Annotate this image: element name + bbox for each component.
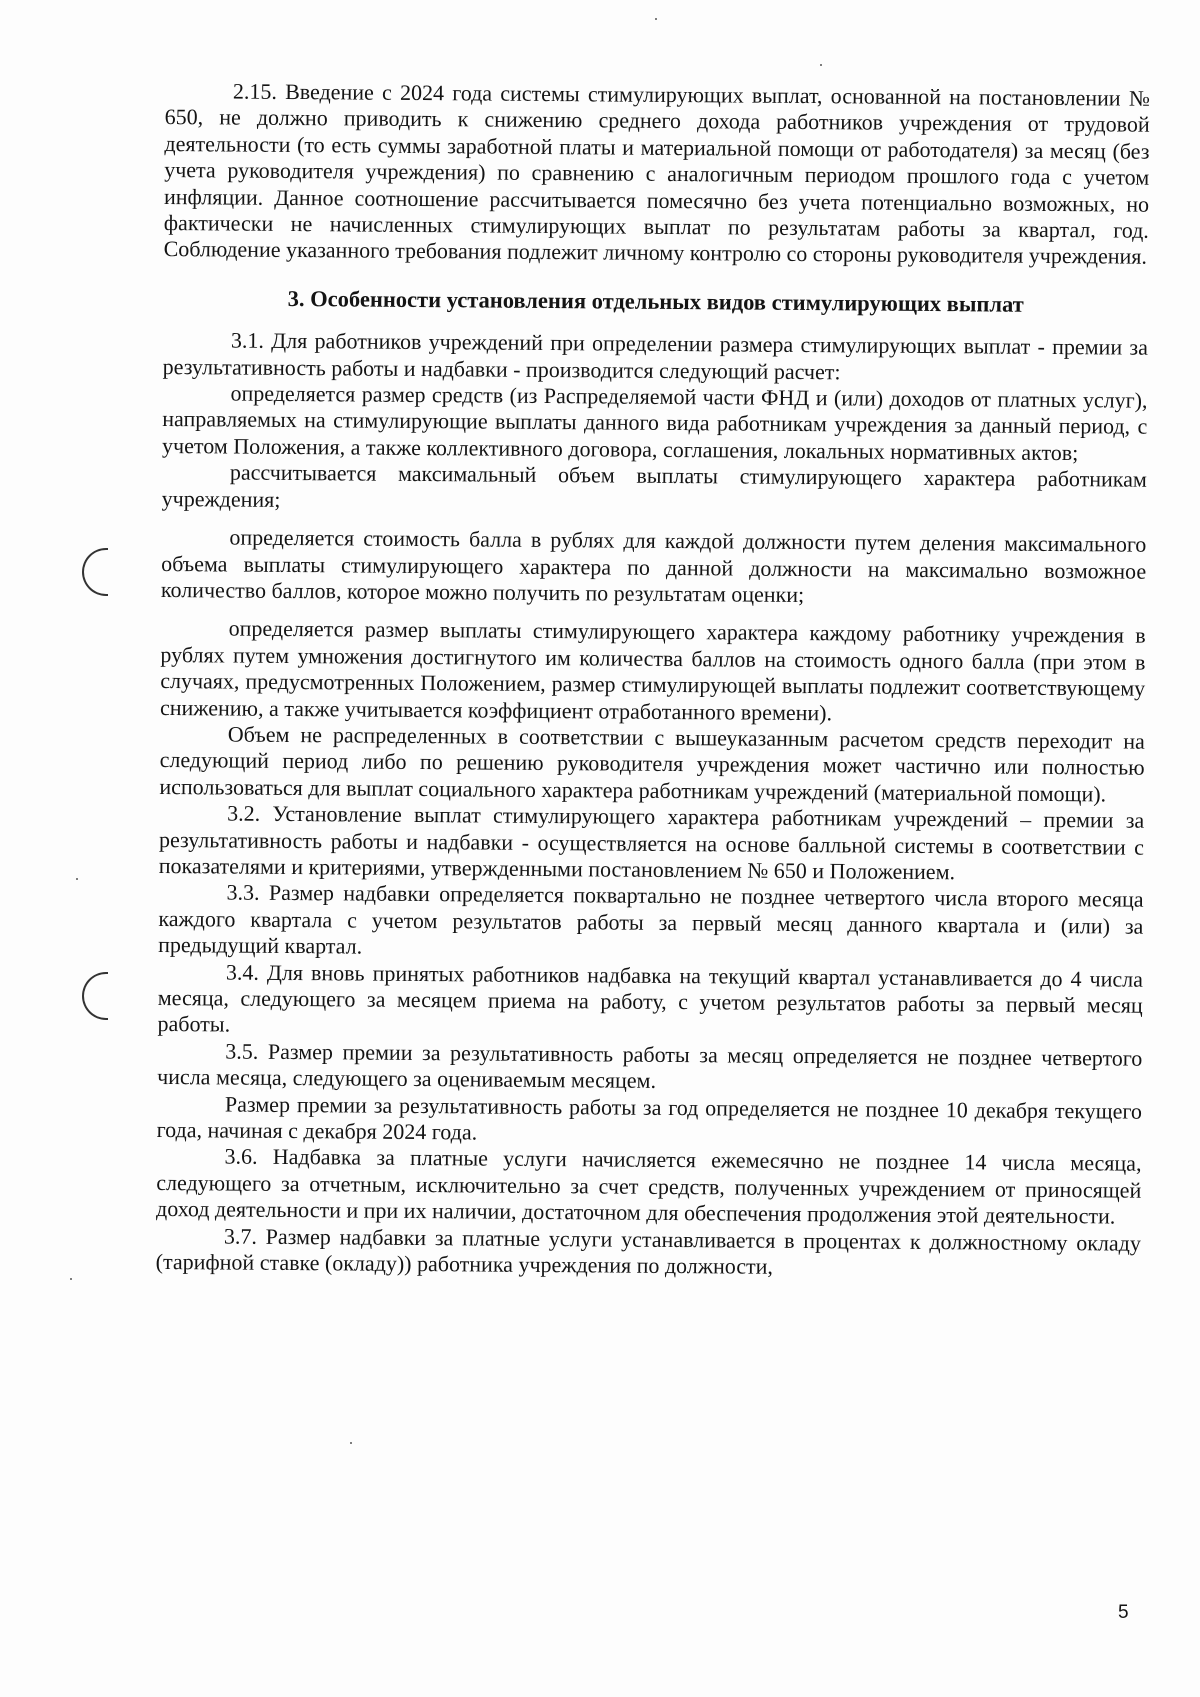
paragraph-3-3: 3.3. Размер надбавки определяется поквартально не позднее четвертого числа второго месяца каждого квартала с учетом результатов работы за первый месяц данного квартала и (или) за предыдущий квартал. bbox=[158, 879, 1144, 959]
paragraph-3-5-annual: Размер премии за результативность работы за год определяется не позднее 10 декабря текущего года, начиная с декабря 2024 года. bbox=[156, 1091, 1143, 1145]
paragraph-3-2: 3.2. Установление выплат стимулирующего характера работникам учреждений – премии за результативность работы и надбавки - осуществляется на основе балльной системы в соответствии с показателями и критериями, утвержденными постановлением № 650 и Положением. bbox=[158, 800, 1145, 885]
paragraph-3-7: 3.7. Размер надбавки за платные услуги устанавливается в процентах к должностному окладу (тарифной ставке (окладу)) работника учреждения по должности, bbox=[155, 1223, 1141, 1279]
paragraph-3-1-item-1: определяется размер средств (из Распределяемой части ФНД и (или) доходов от платных услуг), направляемых на стимулирующие выплаты данного вида работникам учреждения за данный период, с учетом Положения, а также коллективного договора, соглашения, локальных нормативных актов; bbox=[162, 380, 1148, 466]
scan-speck bbox=[655, 18, 657, 20]
scan-speck bbox=[76, 878, 78, 880]
scan-speck bbox=[820, 64, 822, 66]
scan-speck bbox=[70, 1278, 72, 1280]
paragraph-3-4: 3.4. Для вновь принятых работников надбавка на текущий квартал устанавливается до 4 числа месяца, следующего за месяцем приема на работу, с учетом результатов работы за первый месяц работы. bbox=[157, 959, 1144, 1037]
document-body bbox=[156, 78, 1150, 1283]
paragraph-3-1: 3.1. Для работников учреждений при определении размера стимулирующих выплат - премии за результативность работы и надбавки - производится следующий расчет: bbox=[162, 327, 1149, 384]
paragraph-3-1-remainder: Объем не распределенных в соответствии с вышеуказанным расчетом средств переходит на следующий период либо по решению руководителя учреждения может частично или полностью использоваться для выплат социального характера работникам учреждений (материальной помощи). bbox=[159, 721, 1145, 807]
scan-speck bbox=[350, 1442, 352, 1444]
paragraph-2-15: 2.15. Введение с 2024 года системы стимулирующих выплат, основанной на постановлении № 650, не должно приводить к снижению среднего дохода работников учреждения от трудовой деятельности (то есть суммы заработной платы и материальной помощи от работодателя) за месяц (без учета руководителя учреждения) по сравнению с аналогичным периодом прошлого года с учетом инфляции. Данное соотношение рассчитывается помесячно без учета потенциально возможных, но фактически не начисленных стимулирующих выплат по результатам работы за квартал, год. Соблюдение указанного требования подлежит личному контролю со стороны руководителя учреждения. bbox=[163, 78, 1150, 270]
hole-punch-mark-bottom bbox=[82, 972, 108, 1020]
section-3-heading: 3. Особенности установления отдельных видов стимулирующих выплат bbox=[287, 285, 1024, 317]
paragraph-3-1-item-3: определяется стоимость балла в рублях для каждой должности путем деления максимального объема выплаты стимулирующего характера по данной должности на максимально возможное количество баллов, которое можно получить по результатам оценки; bbox=[160, 524, 1147, 607]
page-number: 5 bbox=[1118, 1602, 1129, 1623]
paragraph-3-1-item-4: определяется размер выплаты стимулирующего характера каждому работнику учреждения в рублях путем умножения достигнутого им количества баллов на стоимость одного балла (при этом в случаях, предусмотренных Положением, размер стимулирующей выплаты подлежит соответствующему снижению, а также учитывается коэффициент отработанного времени). bbox=[159, 615, 1146, 725]
paragraph-3-1-item-2: рассчитывается максимальный объем выплаты стимулирующего характера работникам учреждения; bbox=[161, 459, 1147, 512]
paragraph-3-6: 3.6. Надбавка за платные услуги начисляется ежемесячно не позднее 14 числа месяца, следующего за отчетным, исключительно за счет средств, полученных учреждением от приносящей доход деятельности и при их наличии, достаточном для обеспечения продолжения этой деятельности. bbox=[156, 1143, 1142, 1229]
paragraph-3-5: 3.5. Размер премии за результативность работы за месяц определяется не позднее четвертого числа месяца, следующего за оцениваемым месяцем. bbox=[157, 1038, 1143, 1094]
hole-punch-mark-top bbox=[82, 548, 108, 596]
